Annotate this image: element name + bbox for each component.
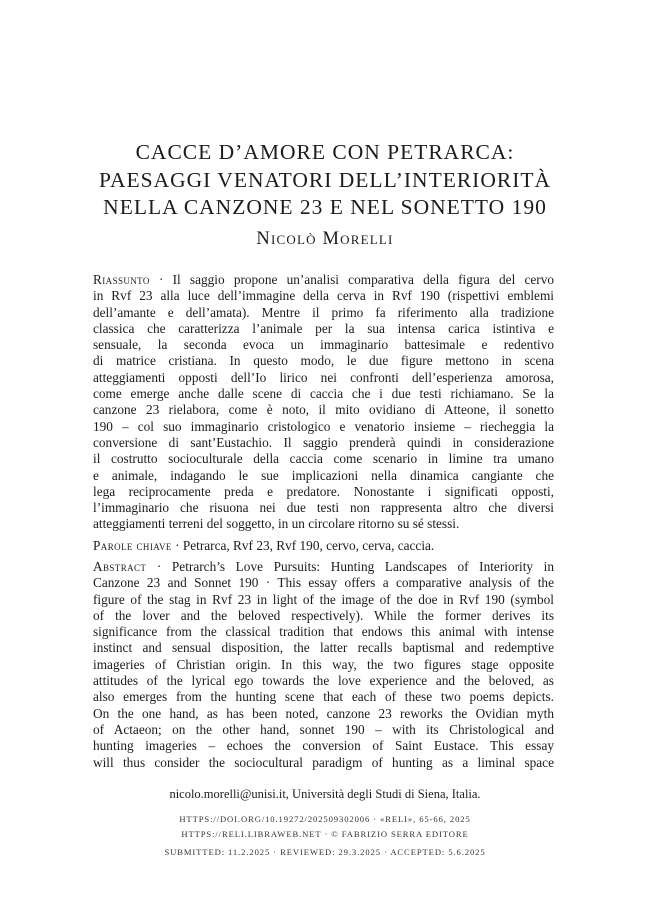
author-affiliation: nicolo.morelli@unisi.it, Università degli Studi di Siena, Italia. [169,787,481,801]
abstract-first-line [93,559,554,575]
title-line: NELLA CANZONE 23 E NEL SONETTO 190 [103,195,547,219]
abstract-line: hunting imageries – echoes the conversion of Saint Eustace. This essay [93,738,554,754]
publisher-line: HTTPS://RELI.LIBRAWEB.NET · © FABRIZIO SERRA EDITORE [181,829,469,839]
riassunto-label: Riassunto [93,272,150,287]
title-line: CACCE D’AMORE CON PETRARCA: [135,140,515,164]
riassunto-line: canzone 23 rielabora, come è noto, il mito ovidiano di Atteone, il sonetto [93,402,554,418]
abstract-label: Abstract [93,559,147,574]
abstract-line: imageries of Christian origin. In this way, the two figures stage opposite [93,656,554,672]
parole-chiave-section [93,538,554,554]
riassunto-line: sensuale, la seconda evoca un immaginario battesimale e redentivo [93,337,554,353]
abstract-section [93,559,554,771]
riassunto-line: lega reciprocamente preda e predatore. Nonostante i significati opposti, [93,483,554,499]
parole-chiave-line [93,538,554,554]
abstract-line: On the one hand, as has been noted, canzone 23 reworks the Ovidian myth [93,705,554,721]
riassunto-line: come emerge anche dalle scene di caccia che i due testi richiamano. Se la [93,386,554,402]
dates-line: SUBMITTED: 11.2.2025 · REVIEWED: 29.3.2025 · ACCEPTED: 5.6.2025 [164,847,486,857]
abstract-line: attitudes of the lyrical ego towards the love experience and the beloved, as [93,673,554,689]
abstract-line: figure of the stag in Rvf 23 in light of the image of the doe in Rvf 190 (symbol [93,591,554,607]
riassunto-line: 190 – col suo immaginario cristologico e venatorio insieme – riecheggia la [93,418,554,434]
abstract-line: significance from the classical tradition that endows this animal with intense [93,624,554,640]
parole-chiave-label: Parole chiave [93,538,172,553]
riassunto-line: dell’amante e dell’amata). Mentre il primo fa riferimento alla tradizione [93,304,554,320]
riassunto-line: conversione di sant’Eustachio. Il saggio prenderà quindi in considerazione [93,434,554,450]
parole-chiave-text: · Petrarca, Rvf 23, Rvf 190, cervo, cerva, caccia. [171,538,435,553]
abstract-line: will thus consider the sociocultural paradigm of hunting as a liminal space [93,754,554,770]
abstract-line: of Actaeon; on the other hand, sonnet 190 – with its Christological and [93,721,554,737]
author-name: Nicolò Morelli [256,229,394,249]
riassunto-line: di matrice cristiana. In questo modo, le due figure mettono in scena [93,353,554,369]
abstract-line: · Petrarch’s Love Pursuits: Hunting Landscapes of Interiority in [146,559,554,574]
riassunto-line: in Rvf 23 alla luce dell’immagine della cerva in Rvf 190 (rispettivi emblemi [93,288,554,304]
riassunto-line: il costrutto socioculturale della caccia come scenario in limine tra umano [93,451,554,467]
riassunto-line: · Il saggio propone un’analisi comparativa della figura del cervo [149,272,554,287]
riassunto-line: atteggiamenti opposti dell’Io lirico nei confronti dell’esperienza amorosa, [93,369,554,385]
riassunto-section [93,272,554,533]
riassunto-first-line [93,272,554,288]
abstract-line: also emerges from the hunting scene that each of these two poems depicts. [93,689,554,705]
riassunto-line: classica che caratterizza l’animale per la sua intensa carica istintiva e [93,320,554,336]
title-line: PAESAGGI VENATORI DELL’INTERIORITÀ [98,167,552,192]
abstract-line: instinct and sensual disposition, the latter recalls baptismal and redemptive [93,640,554,656]
article-title [60,139,590,222]
riassunto-line: l’immaginario che risuona nei due testi non rappresenta altro che diversi [93,500,554,516]
riassunto-line: e animale, indagando le sue implicazioni nella dinamica cangiante che [93,467,554,483]
riassunto-line: atteggiamenti terreni del soggetto, in un circolare ritorno su sé stessi. [93,516,460,532]
doi-line: HTTPS://DOI.ORG/10.19272/202509302006 · «RELI», 65-66, 2025 [179,814,471,824]
abstract-line: Canzone 23 and Sonnet 190 · This essay offers a comparative analysis of the [93,575,554,591]
abstract-line: of the lover and the beloved respectively). While the former derives its [93,607,554,623]
